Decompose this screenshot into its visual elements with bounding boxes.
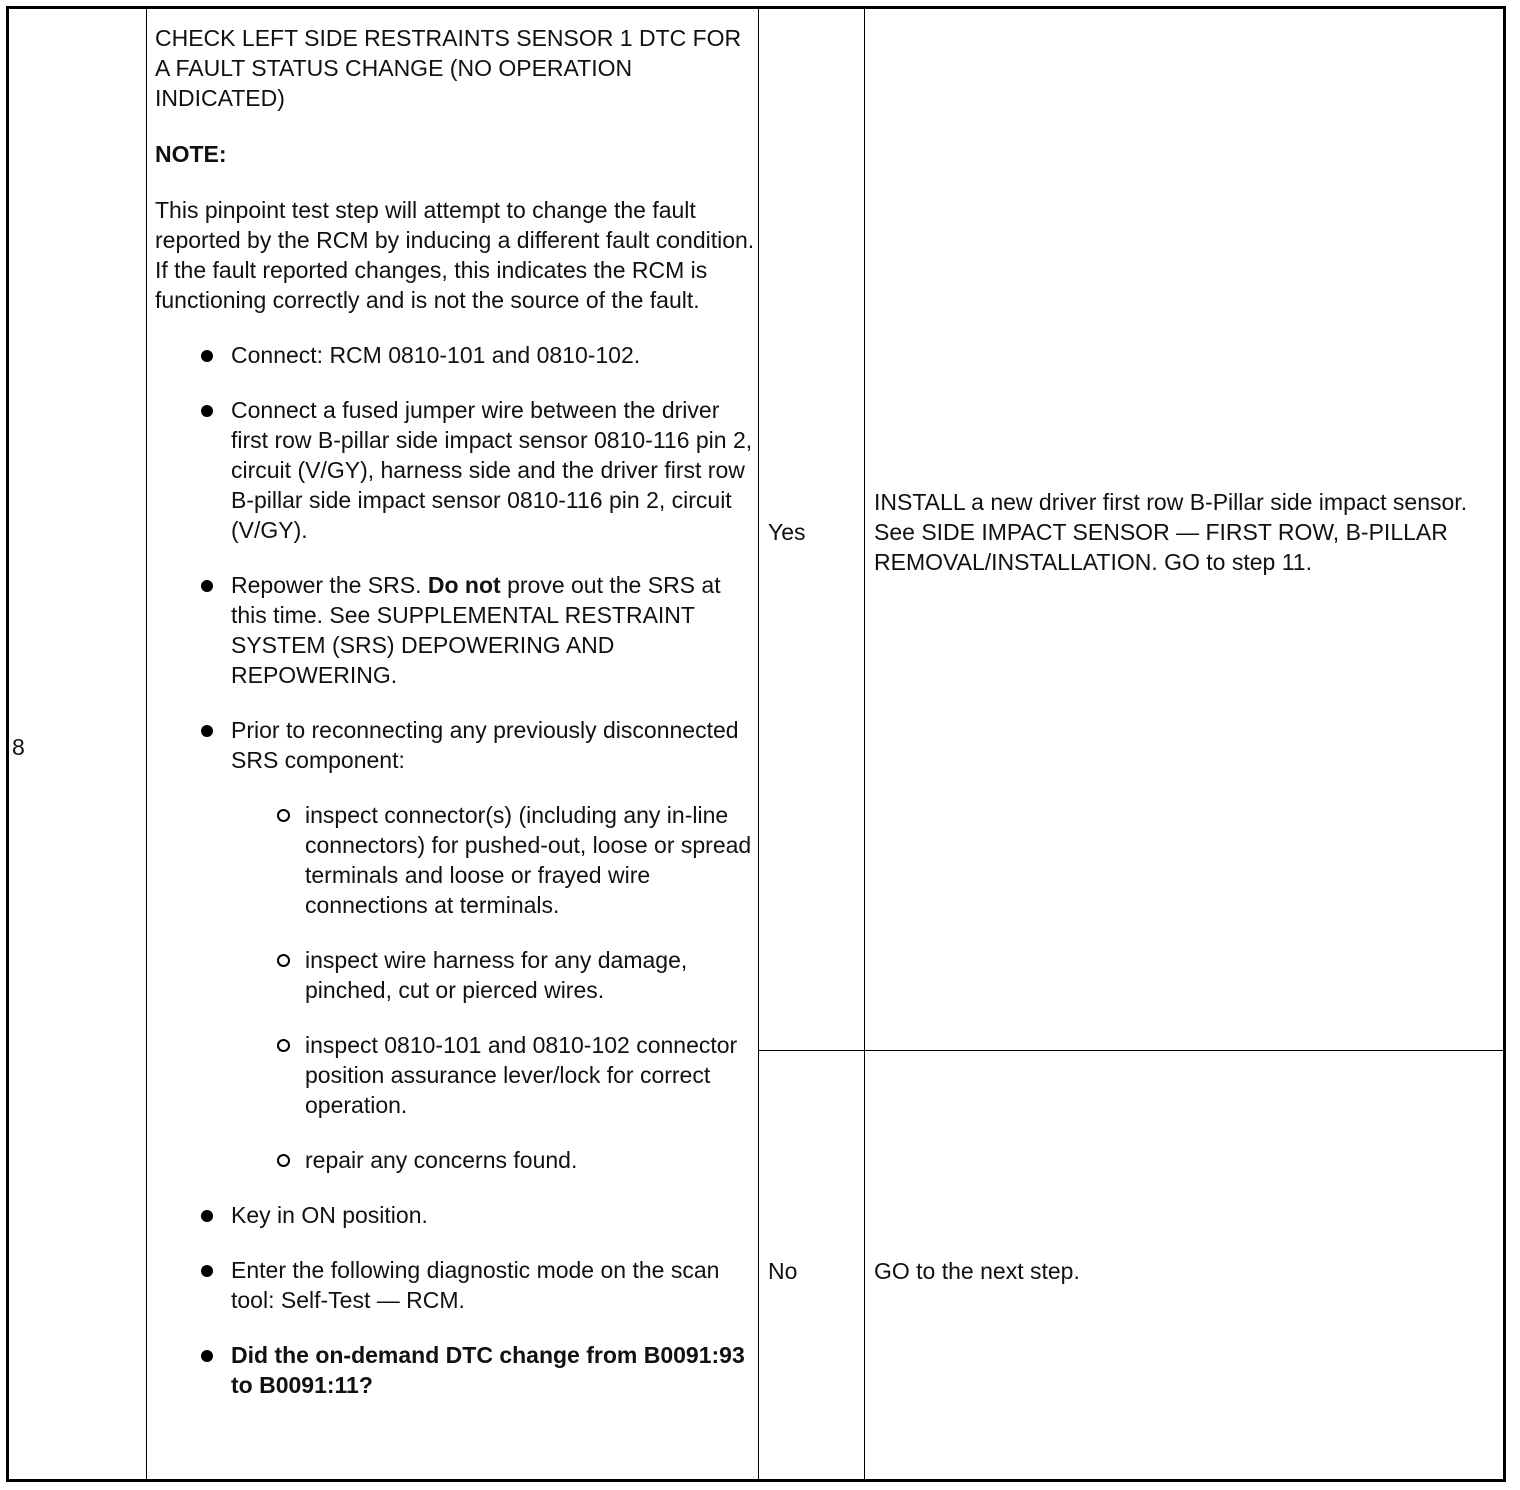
sub-action-list xyxy=(231,800,755,1175)
action-text: Repower the SRS. xyxy=(231,572,428,598)
sub-list-item xyxy=(231,1145,755,1175)
no-label: No xyxy=(768,1258,798,1284)
bullet-icon xyxy=(201,1265,213,1277)
action-text: Connect: RCM 0810-101 and 0810-102. xyxy=(231,342,641,368)
bullet-icon xyxy=(201,1210,213,1222)
note-label: NOTE: xyxy=(155,141,227,167)
circle-bullet-icon xyxy=(277,1154,290,1167)
bullet-icon xyxy=(201,1350,213,1362)
circle-bullet-icon xyxy=(277,1039,290,1052)
row-divider xyxy=(758,1050,1503,1051)
sub-action-text: repair any concerns found. xyxy=(305,1147,578,1173)
list-item xyxy=(155,340,755,370)
diagnostic-table xyxy=(6,6,1506,1482)
yes-action: INSTALL a new driver first row B-Pillar side impact sensor. See SIDE IMPACT SENSOR — FIRST ROW, B-PILLAR REMOVAL/INSTALLATION. GO to step 11. xyxy=(874,489,1468,575)
action-text: Enter the following diagnostic mode on the scan tool: Self-Test — RCM. xyxy=(231,1257,720,1313)
sub-action-text: inspect connector(s) (including any in-line connectors) for pushed-out, loose or spread terminals and loose or frayed wire connections at terminals. xyxy=(305,802,752,918)
yes-label: Yes xyxy=(768,519,806,545)
list-item xyxy=(155,570,755,690)
emphasis-text: Do not xyxy=(427,572,501,598)
sub-list-item xyxy=(231,945,755,1005)
action-text: Key in ON position. xyxy=(231,1202,428,1228)
column-divider xyxy=(146,9,147,1479)
bullet-icon xyxy=(201,350,213,362)
action-text: prove out the SRS at this time. See SUPPLEMENTAL RESTRAINT SYSTEM (SRS) DEPOWERING AND REPOWERING. xyxy=(231,572,721,688)
circle-bullet-icon xyxy=(277,809,290,822)
bullet-icon xyxy=(201,580,213,592)
bullet-icon xyxy=(201,405,213,417)
sub-list-item xyxy=(231,800,755,920)
question-text: Did the on-demand DTC change from B0091:93 to B0091:11? xyxy=(231,1342,745,1398)
column-divider xyxy=(864,9,865,1479)
list-item xyxy=(155,1340,755,1400)
sub-list-item xyxy=(231,1030,755,1120)
bullet-icon xyxy=(201,725,213,737)
test-step-cell xyxy=(155,23,755,1400)
no-action: GO to the next step. xyxy=(874,1258,1080,1284)
column-divider xyxy=(758,9,759,1479)
list-item xyxy=(155,395,755,545)
list-item xyxy=(155,1255,755,1315)
step-number: 8 xyxy=(12,734,25,760)
list-item xyxy=(155,715,755,1175)
action-text: Connect a fused jumper wire between the driver first row B-pillar side impact sensor 0810-116 pin 2, circuit (V/GY), harness side and the driver first row B-pillar side impact sensor 0810-116 pin 2, circuit (V/GY). xyxy=(231,397,753,543)
sub-action-text: inspect wire harness for any damage, pinched, cut or pierced wires. xyxy=(305,947,688,1003)
note-text: This pinpoint test step will attempt to change the fault reported by the RCM by inducing a different fault condition. If the fault reported changes, this indicates the RCM is functioning correctly and is not the source of the fault. xyxy=(155,197,755,313)
list-item xyxy=(155,1200,755,1230)
action-list xyxy=(155,340,755,1400)
step-title: CHECK LEFT SIDE RESTRAINTS SENSOR 1 DTC FOR A FAULT STATUS CHANGE (NO OPERATION INDICATED) xyxy=(155,25,742,111)
sub-action-text: inspect 0810-101 and 0810-102 connector position assurance lever/lock for correct operation. xyxy=(305,1032,738,1118)
action-text: Prior to reconnecting any previously disconnected SRS component: xyxy=(231,717,739,773)
circle-bullet-icon xyxy=(277,954,290,967)
